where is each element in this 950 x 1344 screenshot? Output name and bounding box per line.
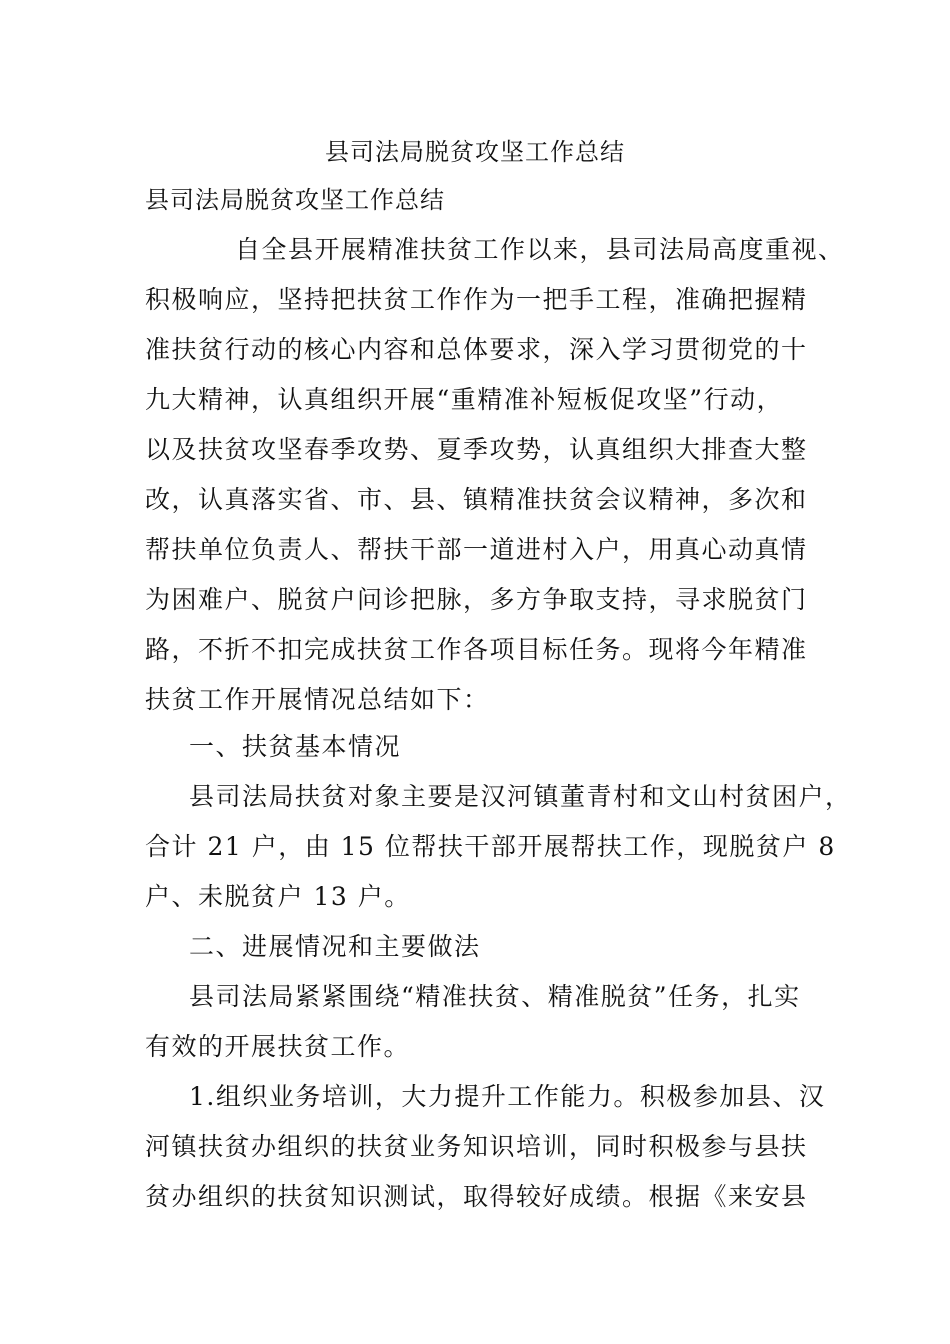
paragraph-line: 贫办组织的扶贫知识测试，取得较好成绩。根据《来安县 <box>145 1182 808 1211</box>
document-subtitle: 县司法局脱贫攻坚工作总结 <box>145 186 445 214</box>
section-heading: 一、扶贫基本情况 <box>189 732 402 761</box>
paragraph-line: 积极响应，坚持把扶贫工作作为一把手工程，准确把握精 <box>145 285 808 314</box>
paragraph-line: 河镇扶贫办组织的扶贫业务知识培训，同时积极参与县扶 <box>145 1132 808 1161</box>
paragraph-line: 自全县开展精准扶贫工作以来，县司法局高度重视、 <box>235 235 845 264</box>
paragraph-line: 县司法局扶贫对象主要是汉河镇董青村和文山村贫困户， <box>189 782 852 811</box>
paragraph-line: 县司法局紧紧围绕“精准扶贫、精准脱贫”任务，扎实 <box>189 982 801 1011</box>
section-2 <box>145 922 825 1222</box>
paragraph-line: 以及扶贫攻坚春季攻势、夏季攻势，认真组织大排查大整 <box>145 435 808 464</box>
paragraph-line: 扶贫工作开展情况总结如下： <box>145 685 490 714</box>
intro-paragraph <box>145 225 845 725</box>
paragraph-line: 为困难户、脱贫户问诊把脉，多方争取支持，寻求脱贫门 <box>145 585 808 614</box>
paragraph-line: 有效的开展扶贫工作。 <box>145 1032 411 1061</box>
document-title: 县司法局脱贫攻坚工作总结 <box>325 138 625 166</box>
paragraph-line: 合计 21 户，由 15 位帮扶干部开展帮扶工作，现脱贫户 8 <box>145 832 836 861</box>
paragraph-line: 帮扶单位负责人、帮扶干部一道进村入户，用真心动真情 <box>145 535 808 564</box>
paragraph-line: 1.组织业务培训，大力提升工作能力。积极参加县、汉 <box>189 1082 826 1111</box>
paragraph-line: 改，认真落实省、市、县、镇精准扶贫会议精神，多次和 <box>145 485 808 514</box>
section-1 <box>145 722 852 922</box>
paragraph-line: 九大精神，认真组织开展“重精准补短板促攻坚”行动， <box>145 385 784 414</box>
section-heading: 二、进展情况和主要做法 <box>189 932 481 961</box>
paragraph-line: 准扶贫行动的核心内容和总体要求，深入学习贯彻党的十 <box>145 335 808 364</box>
paragraph-line: 路，不折不扣完成扶贫工作各项目标任务。现将今年精准 <box>145 635 808 664</box>
paragraph-line: 户、未脱贫户 13 户。 <box>145 882 411 911</box>
